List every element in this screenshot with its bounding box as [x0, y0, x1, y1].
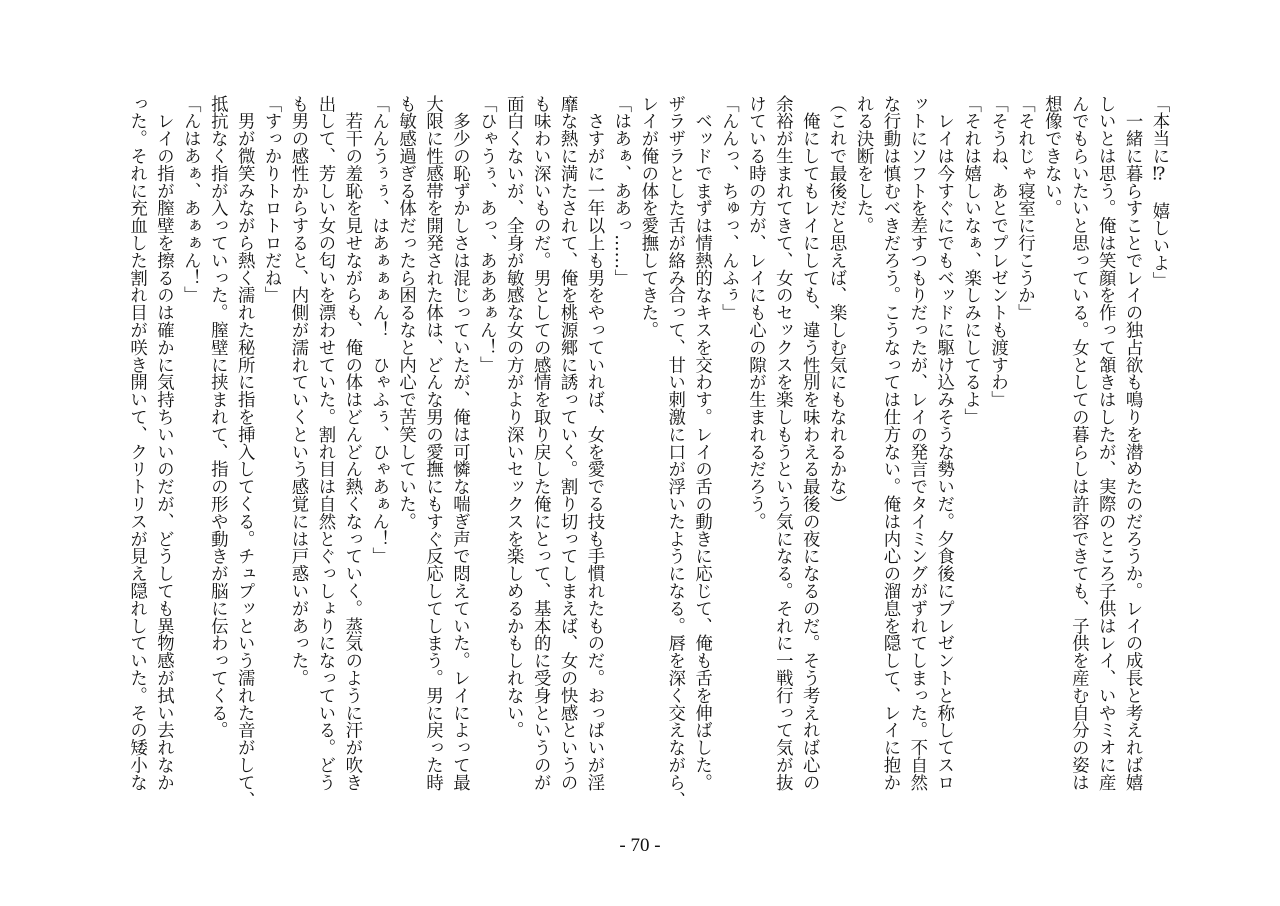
text-line: 男が微笑みながら熱く濡れた秘所に指を挿入してくる。チュプッという濡れた音がして、 [234, 95, 255, 809]
text-line: 出して、芳しい女の匂いを漂わせていた。割れ目は自然とぐっしょりになっている。どう [314, 95, 335, 791]
text-line: 大限に性感帯を開発された体は、どんな男の愛撫にもすぐ反応してしまう。男に戻った時 [422, 95, 443, 791]
text-line: 「ひゃうぅ、あっ、あああぁん！」 [476, 95, 497, 374]
text-line: 抵抗なく指が入っていった。膣壁に挟まれて、指の形や動きが脳に伝わってくる。 [207, 95, 228, 739]
text-line: 「それじゃ寝室に行こうか」 [1014, 95, 1035, 322]
text-line: 余裕が生まれてきて、女のセックスを楽しもうという気になる。それに一戦行って気が抜 [772, 95, 793, 791]
page-number: - 70 - [619, 835, 661, 856]
text-line: しいとは思う。俺は笑顔を作って頷きはしたが、実際のところ子供はレイ、いやミオに産 [1095, 95, 1116, 791]
text-line: 「そうね、あとでプレゼントも渡すわ」 [987, 95, 1008, 409]
text-line: も敏感過ぎる体だったら困るなと内心で苦笑していた。 [395, 95, 416, 530]
text-line: けている時の方が、レイにも心の隙が生まれるだろう。 [745, 95, 766, 530]
text-line: な行動は慎むべきだろう。こうなっては仕方ない。俺は内心の溜息を隠して、レイに抱か [879, 95, 900, 791]
text-line: 「はあぁ、ああっ……」 [610, 95, 631, 287]
text-line: ベッドでまずは情熱的なキスを交わす。レイの舌の動きに応じて、俺も舌を伸ばした。 [691, 95, 712, 791]
text-line: 俺にしてもレイにしても、違う性別を味わえる最後の夜になるのだ。そう考えれば心の [799, 95, 820, 791]
text-line: 「んんっ、ちゅっ、んふぅ」 [718, 95, 739, 322]
text-line: レイの指が膣壁を擦るのは確かに気持ちいいのだが、どうしても異物感が拭い去れなか [153, 95, 174, 791]
text-line: 「んんうぅぅ、はあぁぁぁん！ ひゃふぅ、ひゃあぁん！」 [368, 95, 389, 565]
text-line: 「すっかりトロトロだね」 [261, 95, 282, 304]
text-line: も味わい深いものだ。男としての感情を取り戻した俺にとって、基本的に受身というのが [530, 95, 551, 791]
text-line: さすがに一年以上も男をやっていれば、女を愛でる技も手慣れたものだ。おっぱいが淫 [583, 95, 604, 791]
text-line: 面白くないが、全身が敏感な女の方がより深いセックスを楽しめるかもしれない。 [503, 95, 524, 739]
text-line: ットにソフトを差すつもりだったが、レイの発言でタイミングがずれてしまった。不自然 [906, 95, 927, 791]
text-line: れる決断をした。 [853, 95, 874, 235]
text-line: 多少の恥ずかしさは混じっていたが、俺は可憐な喘ぎ声で悶えていた。レイによって最 [449, 95, 470, 791]
text-line: 「んはあぁ、あぁぁん！」 [180, 95, 201, 304]
text-line: （これで最後だと思えば、楽しむ気にもなれるかな） [826, 95, 847, 513]
text-line: った。それに充血した割れ目が咲き開いて、クリトリスが見え隠れしていた。その矮小な [126, 95, 147, 791]
text-line: んでもらいたいと思っている。女としての暮らしは許容できても、子供を産む自分の姿は [1068, 95, 1089, 791]
text-line: 「本当に⁉ 嬉しいよ」 [1149, 95, 1169, 289]
text-line: レイが俺の体を愛撫してきた。 [637, 95, 658, 339]
text-line: 「それは嬉しいなぁ、楽しみにしてるよ」 [960, 95, 981, 426]
text-line: ザラザラとした舌が絡み合って、甘い刺激に口が浮いたようになる。唇を深く交えながら、 [664, 95, 685, 809]
body-text [112, 95, 1172, 809]
text-line: 若干の羞恥を見せながらも、俺の体はどんどん熱くなっていく。蒸気のように汗が吹き [341, 95, 362, 791]
text-line: レイは今すぐにでもベッドに駆け込みそうな勢いだ。夕食後にプレゼントと称してスロ [933, 95, 954, 791]
text-line: 靡な熱に満たされて、俺を桃源郷に誘っていく。割り切ってしまえば、女の快感というの [557, 95, 578, 791]
text-line: 一緒に暮らすことでレイの独占欲も鳴りを潜めたのだろうか。レイの成長と考えれば嬉 [1122, 95, 1143, 791]
text-line: も男の感性からすると、内側が濡れていくという感覚には戸惑いがあった。 [288, 95, 308, 687]
text-line: 想像できない。 [1041, 95, 1062, 217]
